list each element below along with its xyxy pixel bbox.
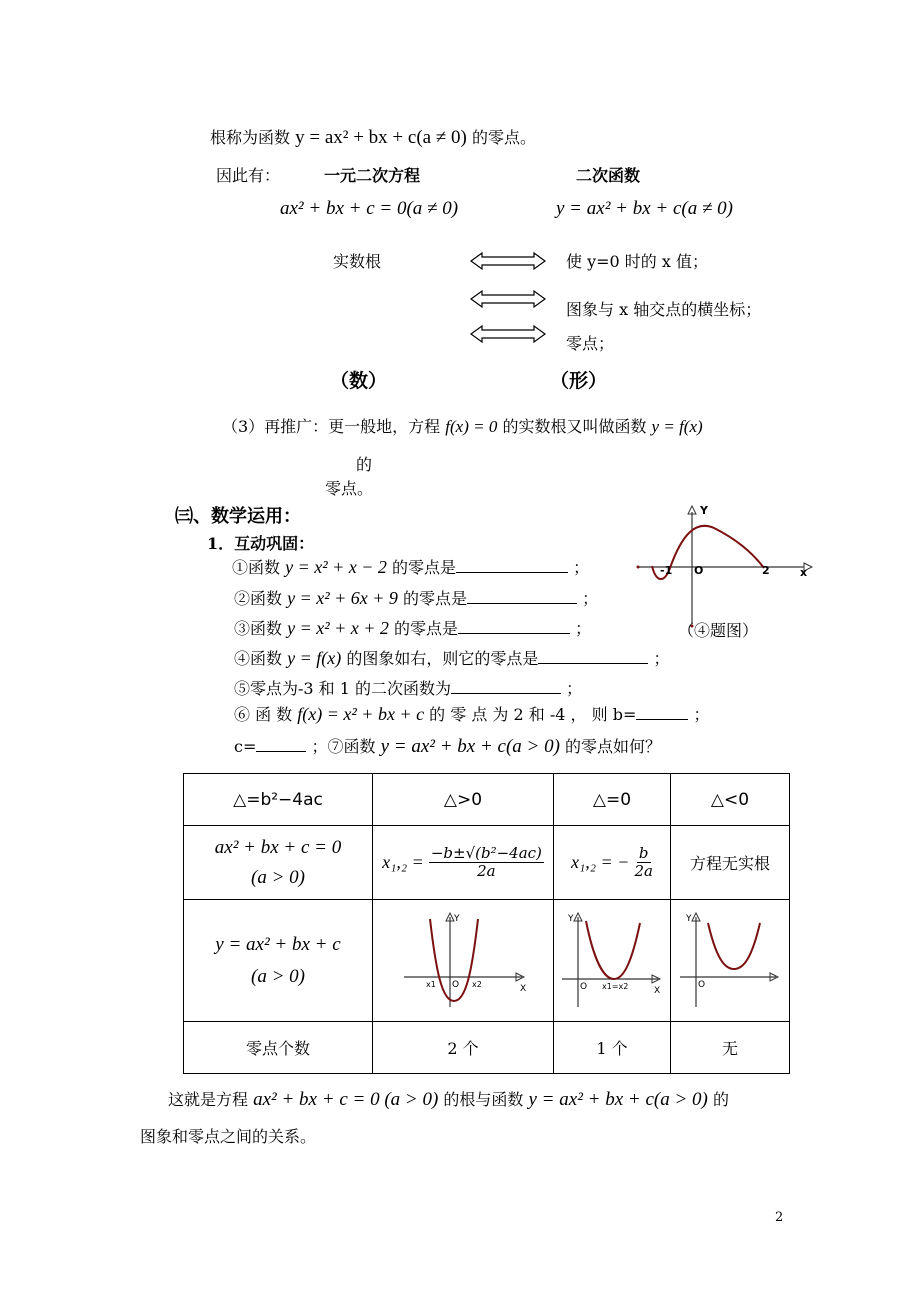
- header-function: 二次函数: [576, 166, 641, 185]
- svg-text:X: X: [520, 983, 527, 994]
- correspondence-item-2: 图象与 x 轴交点的横坐标；: [566, 300, 762, 319]
- section-subheading: 1．互动巩固：: [207, 534, 315, 553]
- svg-text:x1=x2: x1=x2: [602, 981, 629, 991]
- svg-text:-1: -1: [660, 564, 673, 577]
- svg-text:x2: x2: [472, 979, 482, 989]
- header-cell: △=0: [554, 774, 671, 826]
- svg-text:O: O: [580, 981, 588, 992]
- svg-text:Y: Y: [568, 913, 574, 924]
- answer-blank[interactable]: [467, 589, 577, 604]
- discriminant-table: [183, 773, 790, 1074]
- no-root-cell: 方程无实根: [671, 826, 790, 900]
- answer-blank[interactable]: [538, 649, 648, 664]
- conclusion-line: 这就是方程 ax² + bx + c = 0 (a > 0) 的根与函数 y = ax² + bx + c(a > 0) 的: [168, 1089, 729, 1110]
- correspondence-item-1: 使 y=0 时的 x 值；: [566, 252, 708, 271]
- hence-label: 因此有：: [216, 166, 281, 185]
- zero-count-none: 无: [671, 1022, 790, 1074]
- header-cell: △=b²−4ac: [184, 774, 373, 826]
- intro-formula: y = ax² + bx + c(a ≠ 0): [295, 127, 467, 148]
- question-5: ⑤零点为-3 和 1 的二次函数为 ；: [234, 679, 583, 698]
- double-root-cell: x₁,₂ = − $\frac{b}{2a}$: [554, 826, 671, 900]
- function-row-label: y = ax² + bx + c (a > 0): [184, 900, 373, 1022]
- conclusion-line2: 图象和零点之间的关系。: [140, 1127, 317, 1146]
- tag-shape: （形）: [550, 370, 608, 392]
- question-2: ②函数 y = x² + 6x + 9 的零点是 ；: [234, 588, 599, 608]
- parabola-two-roots-graph: [398, 911, 528, 1011]
- correspondence-item-3: 零点；: [566, 334, 615, 353]
- generalize-line2: 的: [356, 455, 373, 474]
- svg-text:x1: x1: [426, 979, 436, 989]
- answer-blank[interactable]: [256, 737, 306, 752]
- page-number: 2: [775, 1210, 784, 1225]
- svg-text:x: x: [800, 566, 808, 579]
- svg-text:Y: Y: [700, 504, 708, 517]
- real-roots-label: 实数根: [333, 252, 382, 271]
- function-formula: y = ax² + bx + c(a ≠ 0): [556, 198, 733, 219]
- parabola-no-root-graph: [676, 911, 784, 1011]
- svg-text:O: O: [694, 564, 704, 577]
- roots-formula-cell: x₁,₂ = $\frac{\text{−b±√(b²−4ac)}}{2a}$: [373, 826, 554, 900]
- figure-caption: （④题图）: [678, 621, 759, 640]
- generalize-line3: 零点。: [325, 479, 374, 498]
- parabola-one-root-graph: [558, 911, 666, 1011]
- equation-row-label: ax² + bx + c = 0 (a > 0): [184, 826, 373, 900]
- generalize-line: （3）再推广：更一般地，方程 f(x) = 0 的实数根又叫做函数 y = f(x): [222, 417, 703, 436]
- svg-text:O: O: [698, 979, 706, 990]
- question-1: ①函数 y = x² + x − 2 的零点是 ；: [232, 557, 590, 577]
- tag-number: （数）: [330, 370, 388, 392]
- question-6: ⑥ 函 数 f(x) = x² + bx + c 的 零 点 为 2 和 -4 ， 则 b= ；: [234, 704, 710, 724]
- answer-blank[interactable]: [636, 705, 688, 720]
- graph-two-roots-cell: [373, 900, 554, 1022]
- svg-text:Y: Y: [454, 913, 460, 924]
- graph-no-root-cell: [671, 900, 790, 1022]
- intro-line: 根称为函数 y = ax² + bx + c(a ≠ 0) 的零点。: [210, 127, 536, 148]
- header-cell: △>0: [373, 774, 554, 826]
- graph-one-root-cell: [554, 900, 671, 1022]
- zero-count-one: 1 个: [554, 1022, 671, 1074]
- question-6-7: c= ；⑦函数 y = ax² + bx + c(a > 0) 的零点如何？: [234, 736, 662, 757]
- answer-blank[interactable]: [451, 679, 561, 694]
- question-4: ④函数 y = f(x) 的图象如右，则它的零点是 ；: [234, 648, 670, 668]
- header-equation: 一元二次方程: [324, 166, 421, 185]
- answer-blank[interactable]: [458, 619, 570, 634]
- question-3: ③函数 y = x² + x + 2 的零点是 ；: [234, 618, 592, 638]
- section-heading: ㈢、数学运用：: [175, 506, 301, 527]
- question-4-graph: [634, 502, 814, 632]
- zero-count-label: 零点个数: [184, 1022, 373, 1074]
- zero-count-two: 2 个: [373, 1022, 554, 1074]
- svg-text:2: 2: [762, 564, 770, 577]
- double-arrow-icon: [470, 289, 546, 309]
- svg-text:Y: Y: [686, 913, 692, 924]
- equation-formula: ax² + bx + c = 0(a ≠ 0): [280, 198, 459, 219]
- answer-blank[interactable]: [456, 558, 568, 573]
- header-cell: △<0: [671, 774, 790, 826]
- svg-text:O: O: [452, 979, 460, 990]
- svg-text:X: X: [654, 985, 661, 996]
- double-arrow-icon: [470, 251, 546, 271]
- double-arrow-icon: [470, 324, 546, 344]
